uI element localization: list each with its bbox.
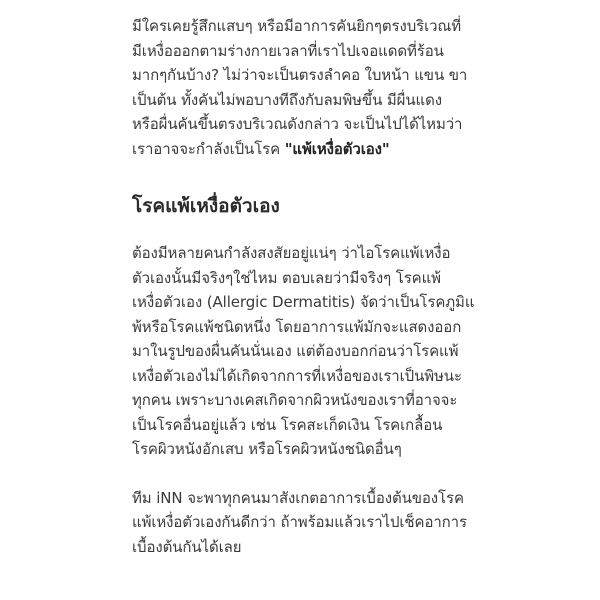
- body-paragraph: [132, 241, 477, 462]
- text-line: เบื้องต้นกันได้เลย: [132, 537, 242, 556]
- text-line: แพ้เหงื่อตัวเองกันดีกว่า ถ้าพร้อมแล้วเราไปเช็คอาการ: [132, 513, 467, 531]
- bold-disease-name: "แพ้เหงื่อตัวเอง": [284, 139, 390, 158]
- text-line: เป็นต้น ทั้งคันไม่พอบางทีถึงกับลมพิษขึ้น มีผื่นแดง: [132, 90, 442, 109]
- text-line: ต้องมีหลายคนกำลังสงสัยอยู่แน่ๆ ว่าไอโรคแพ้เหงื่อ: [132, 244, 451, 262]
- outro-paragraph: [132, 486, 477, 560]
- text-line: มีใครเคยรู้สึกแสบๆ หรือมีอาการคันยิกๆตรงบริเวณที่: [132, 17, 462, 35]
- text-line: มากๆกันบ้าง? ไม่ว่าจะเป็นตรงลำคอ ใบหน้า แขน ขา: [132, 66, 468, 84]
- text-segment: เราอาจจะกำลังเป็นโรค: [132, 139, 285, 158]
- text-line-with-emphasis: [132, 137, 477, 162]
- text-line: ทุกคน เพราะบางเคสเกิดจากผิวหนังของเราที่อาจจะ: [132, 391, 458, 409]
- text-line: หรือผื่นคันขึ้นตรงบริเวณดังกล่าว จะเป็นไปได้ไหมว่า: [132, 115, 463, 133]
- text-line: พ้หรือโรคแพ้ชนิดหนึ่ง โดยอาการแพ้มักจะแสดงออก: [132, 317, 462, 336]
- article-content: [132, 14, 477, 559]
- text-line: ตัวเองนั้นมีจริงๆใช่ไหม ตอบเลยว่ามีจริงๆ โรคแพ้: [132, 268, 441, 287]
- text-line: ทีม iNN จะพาทุกคนมาสังเกตอาการเบื้องต้นของโรค: [132, 488, 464, 507]
- text-line: มีเหงื่อออกตามร่างกายเวลาที่เราไปเจอแดดที่ร้อน: [132, 41, 444, 60]
- text-line: โรคผิวหนังอักเสบ หรือโรคผิวหนังชนิดอื่นๆ: [132, 440, 402, 458]
- text-line: เหงื่อตัวเองไม่ได้เกิดจากการที่เหงื่อของเราเป็นพิษนะ: [132, 366, 462, 385]
- intro-paragraph: [132, 14, 477, 161]
- text-line: มาในรูปของผื่นคันนั่นเอง แต่ต้องบอกก่อนว่าโรคแพ้: [132, 342, 459, 360]
- section-heading: โรคแพ้เหงื่อตัวเอง: [132, 195, 280, 217]
- text-line: เป็นโรคอื่นอยู่แล้ว เช่น โรคสะเก็ดเงิน โรคเกลื้อน: [132, 415, 443, 434]
- text-line: เหงื่อตัวเอง (Allergic Dermatitis) จัดว่าเป็นโรคภูมิแ: [132, 293, 475, 311]
